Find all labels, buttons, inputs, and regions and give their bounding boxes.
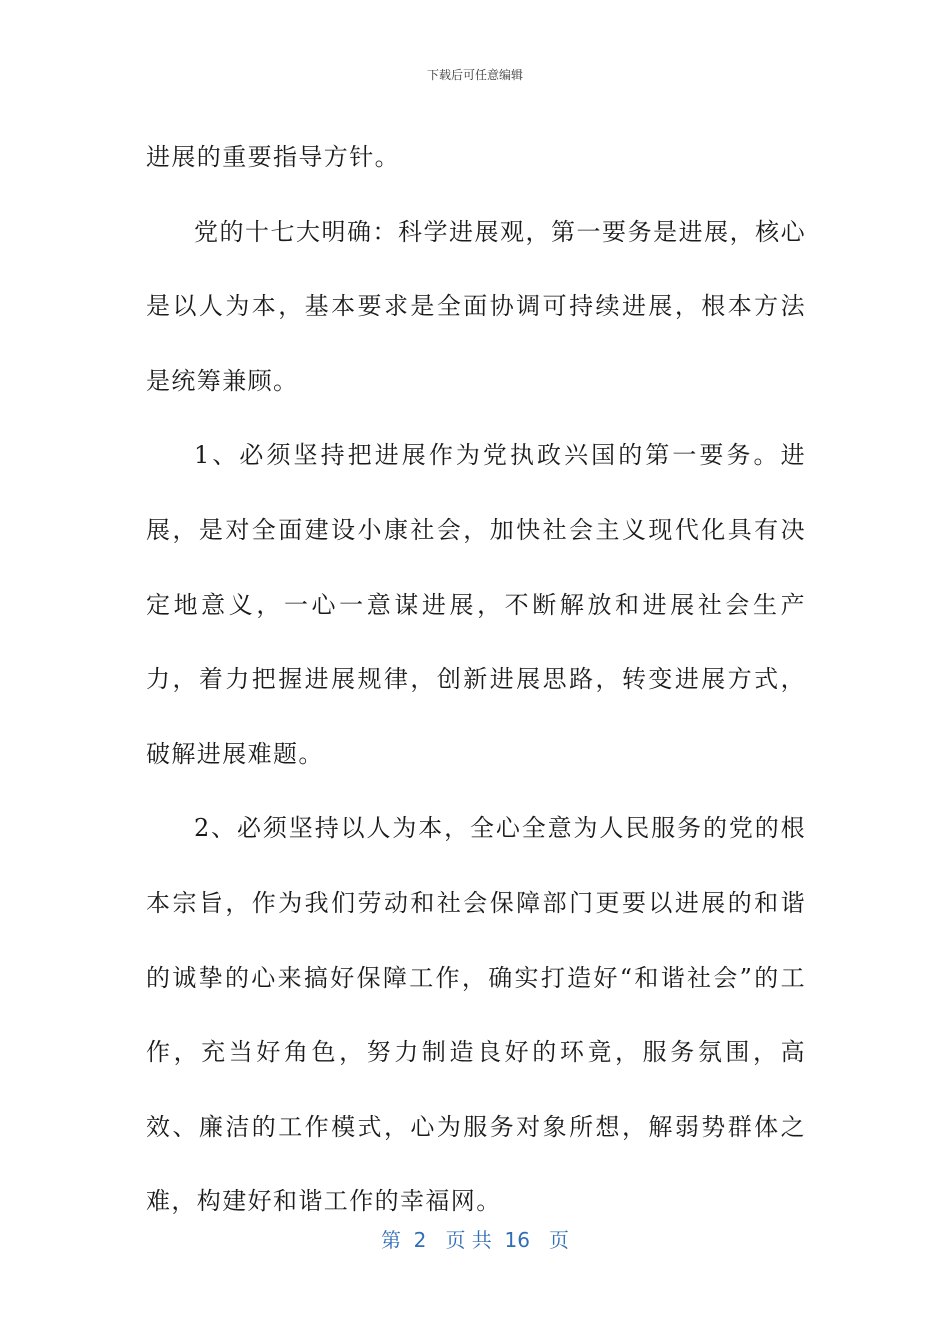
document-body: [146, 120, 806, 1239]
page-number-footer: 第 2 页 共 16 页: [380, 1228, 570, 1252]
paragraph-seventeenth-congress: 党的十七大明确：科学进展观，第一要务是进展，核心是以人为本，基本要求是全面协调可持续进展，根本方法是统筹兼顾。: [146, 217, 806, 395]
paragraph-point-1: 1、必须坚持把进展作为党执政兴国的第一要务。进展，是对全面建设小康社会，加快社会主义现代化具有决定地意义，一心一意谋进展，不断解放和进展社会生产力，着力把握进展规律，创新进展思路，转变进展方式，破解进展难题。: [146, 441, 806, 768]
paragraph-point-2: 2、必须坚持以人为本，全心全意为人民服务的党的根本宗旨，作为我们劳动和社会保障部门更要以进展的和谐的诚挚的心来搞好保障工作，确实打造好“和谐社会”的工作，充当好角色，努力制造良好的环竟，服务氛围，高效、廉洁的工作模式，心为服务对象所想，解弱势群体之难，构建好和谐工作的幸福网。: [146, 814, 806, 1216]
paragraph-continuation: 进展的重要指导方针。: [146, 143, 400, 171]
header-note: 下载后可任意编辑: [426, 68, 523, 82]
